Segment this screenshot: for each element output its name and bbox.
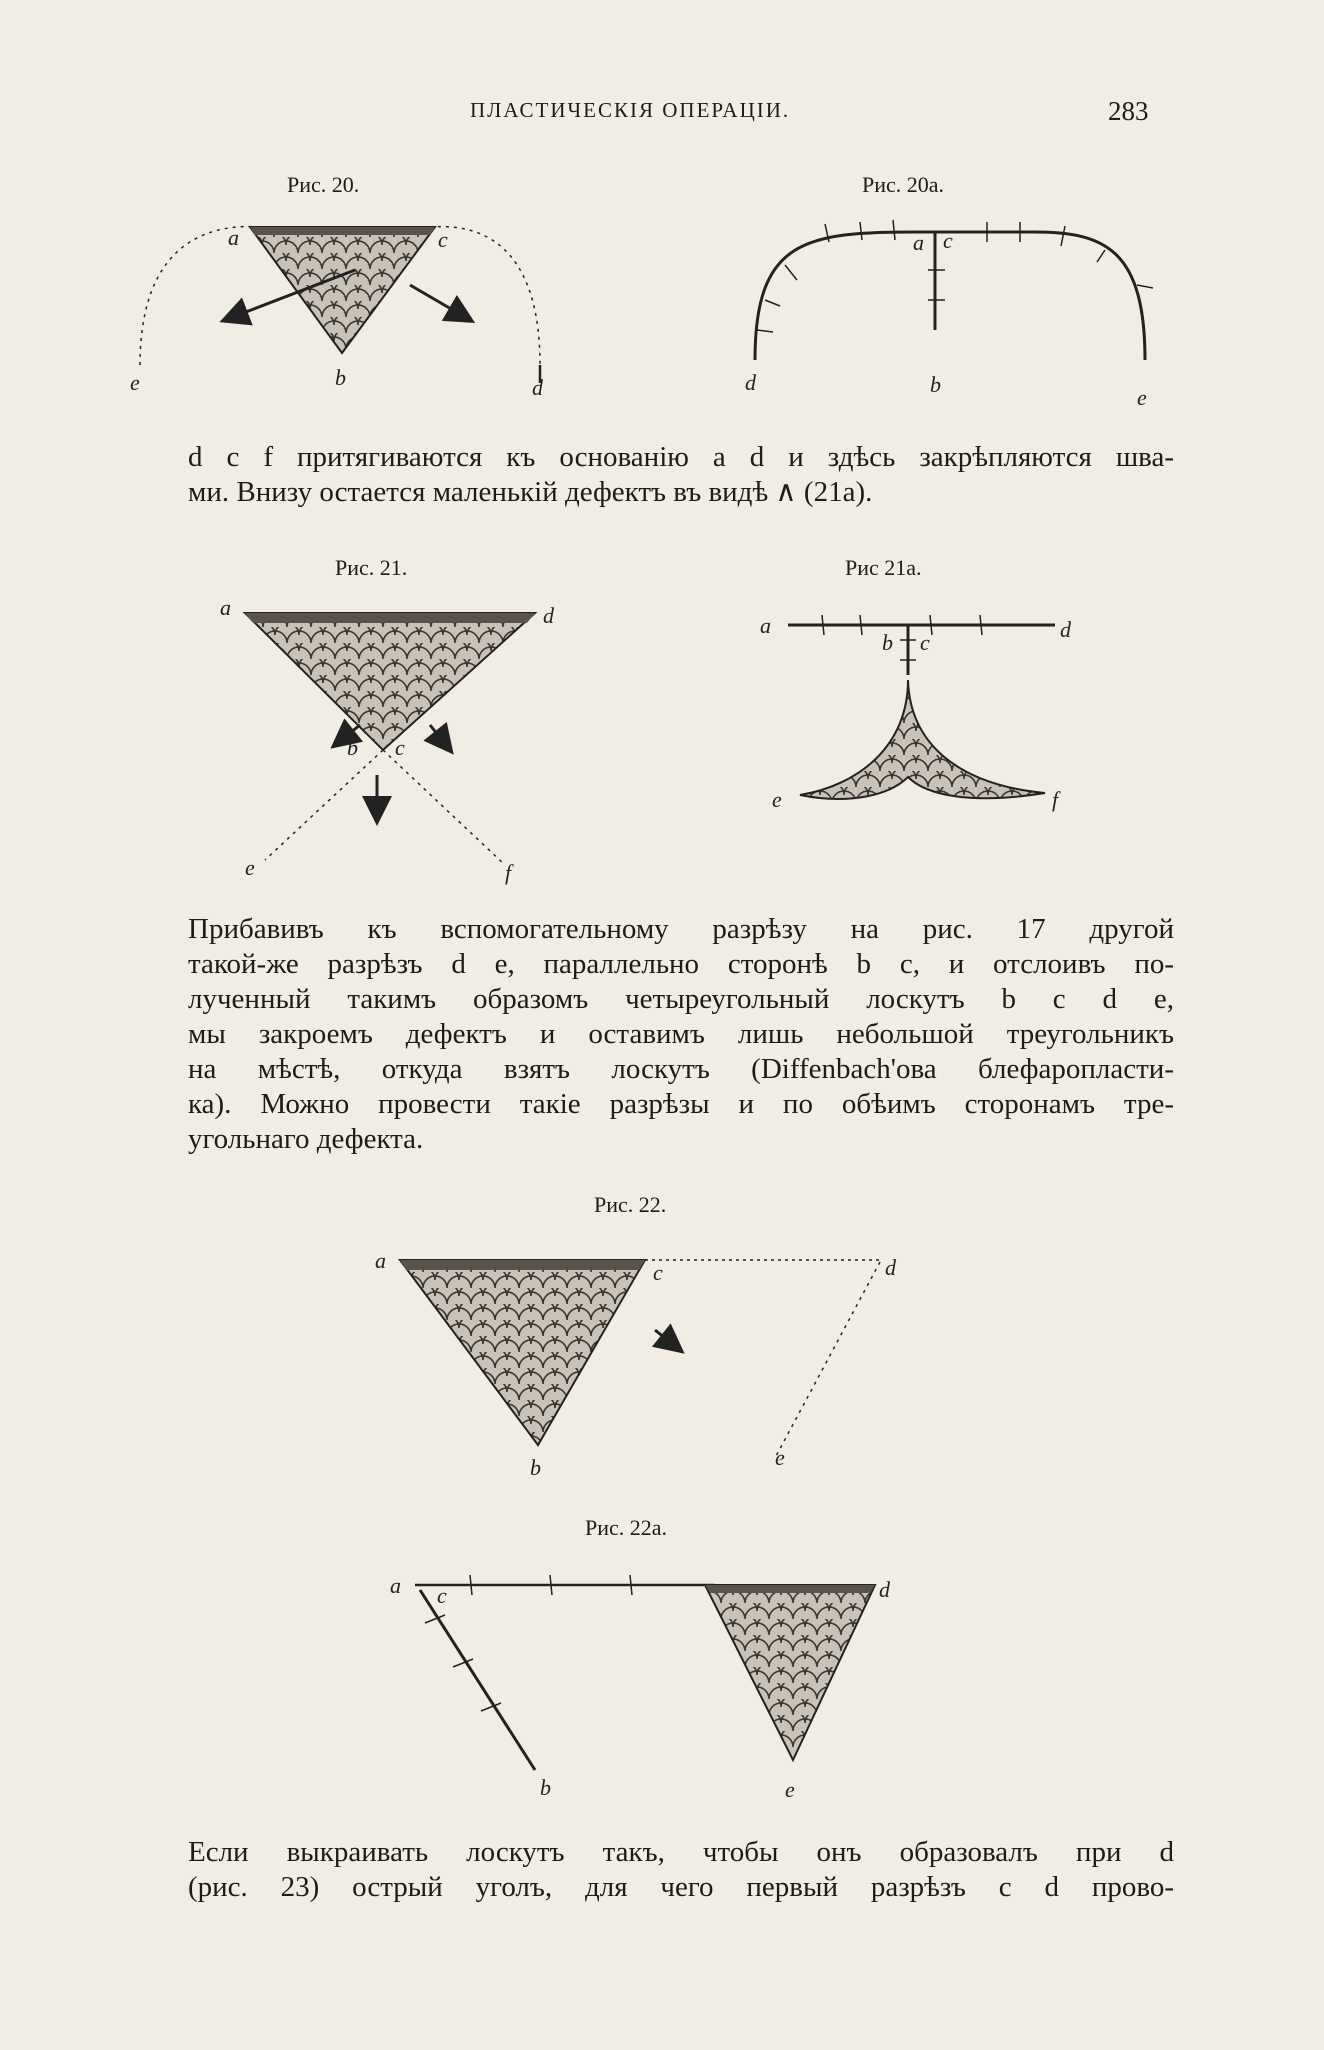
- fig21a-remaining-defect: [800, 680, 1045, 799]
- fig22a-label-e: e: [785, 1777, 795, 1802]
- fig22-triangle-defect: [400, 1260, 645, 1445]
- figure-21: [215, 595, 575, 885]
- paragraph-1: [188, 440, 1174, 510]
- fig20a-caption: Рис. 20а.: [862, 172, 945, 197]
- text-line: на мѣстѣ, откуда взятъ лоскутъ (Diffenbach'ова блефаропласти-: [188, 1053, 1174, 1085]
- fig22-label-e: e: [775, 1445, 785, 1470]
- fig21a-label-d: d: [1060, 617, 1071, 642]
- fig21-label-b: b: [347, 735, 358, 760]
- fig21-label-f: f: [505, 860, 512, 885]
- fig21-triangle-defect: [245, 613, 535, 750]
- fig20-label-b: b: [335, 365, 346, 390]
- fig21-arrow-right: [430, 725, 450, 750]
- fig22-label-c: c: [653, 1260, 663, 1285]
- fig21a-label-c: c: [920, 630, 930, 655]
- text-line: ми. Внизу остается маленькій дефектъ въ видѣ ∧ (21a).: [188, 476, 873, 508]
- fig20-label-e: e: [130, 370, 140, 395]
- page-number: 283: [1108, 96, 1149, 126]
- fig22-arrow: [655, 1330, 680, 1350]
- fig22-caption: Рис. 22.: [594, 1192, 667, 1217]
- paragraph-2: [188, 912, 1174, 1157]
- fig22-label-a: a: [375, 1248, 386, 1273]
- fig22a-label-d: d: [879, 1577, 890, 1602]
- figure-22: [375, 1240, 935, 1480]
- fig20-triangle-defect: [250, 227, 435, 353]
- fig20a-label-b: b: [930, 372, 941, 397]
- fig21a-label-b: b: [882, 630, 893, 655]
- text-line: Если выкраивать лоскутъ такъ, чтобы онъ образовалъ при d: [188, 1836, 1174, 1868]
- fig22-label-b: b: [530, 1455, 541, 1480]
- fig20-arrow-right: [410, 285, 470, 320]
- text-line: (рис. 23) острый уголъ, для чего первый разрѣзъ c d прово-: [188, 1871, 1174, 1903]
- fig20-label-d: d: [532, 375, 543, 400]
- text-line: Прибавивъ къ вспомогательному разрѣзу на рис. 17 другой: [188, 913, 1174, 945]
- fig22a-label-b: b: [540, 1775, 551, 1800]
- fig20-dotted-arc-left: [140, 227, 260, 365]
- running-title: ПЛАСТИЧЕСКІЯ ОПЕРАЦІИ.: [470, 98, 791, 122]
- fig21-label-d: d: [543, 603, 554, 628]
- text-line: d c f притягиваются къ основанію a d и здѣсь закрѣпляются шва-: [188, 441, 1174, 473]
- text-line: ка). Можно провести такіе разрѣзы и по обѣимъ сторонамъ тре-: [188, 1088, 1174, 1120]
- fig21-label-e: e: [245, 855, 255, 880]
- figure-21a: [760, 595, 1100, 835]
- fig20-caption: Рис. 20.: [287, 172, 360, 197]
- fig22a-label-c: c: [437, 1583, 447, 1608]
- fig21-caption: Рис. 21.: [335, 555, 408, 580]
- figure-20: [130, 205, 570, 405]
- fig22a-label-a: a: [390, 1573, 401, 1598]
- fig20a-label-e: e: [1137, 385, 1147, 410]
- fig20a-label-d: d: [745, 370, 756, 395]
- fig21a-label-a: a: [760, 613, 771, 638]
- fig20a-label-a: a: [913, 230, 924, 255]
- fig20-label-a: a: [228, 225, 239, 250]
- fig21a-caption: Рис 21а.: [845, 555, 922, 580]
- figure-22a: [385, 1555, 905, 1805]
- paragraph-3: [188, 1835, 1174, 1905]
- fig21a-label-f: f: [1052, 787, 1059, 812]
- fig21-label-c: c: [395, 735, 405, 760]
- fig22-dotted-incision-side: [775, 1262, 880, 1458]
- text-line: такой-же разрѣзъ d e, параллельно сторонѣ b c, и отслоивъ по-: [188, 948, 1174, 980]
- fig22-label-d: d: [885, 1255, 896, 1280]
- text-line: лученный такимъ образомъ четыреугольный лоскутъ b c d e,: [188, 983, 1174, 1015]
- text-line: мы закроемъ дефектъ и оставимъ лишь небольшой треугольникъ: [188, 1018, 1174, 1050]
- text-line: угольнаго дефекта.: [188, 1123, 424, 1155]
- fig22a-caption: Рис. 22а.: [585, 1515, 668, 1540]
- fig21a-label-e: e: [772, 787, 782, 812]
- fig22a-triangle-defect: [705, 1585, 875, 1760]
- fig22a-side-suture: [420, 1590, 535, 1770]
- fig20a-label-c: c: [943, 228, 953, 253]
- fig21-label-a: a: [220, 595, 231, 620]
- fig20-label-c: c: [438, 227, 448, 252]
- figure-20a: [725, 210, 1165, 410]
